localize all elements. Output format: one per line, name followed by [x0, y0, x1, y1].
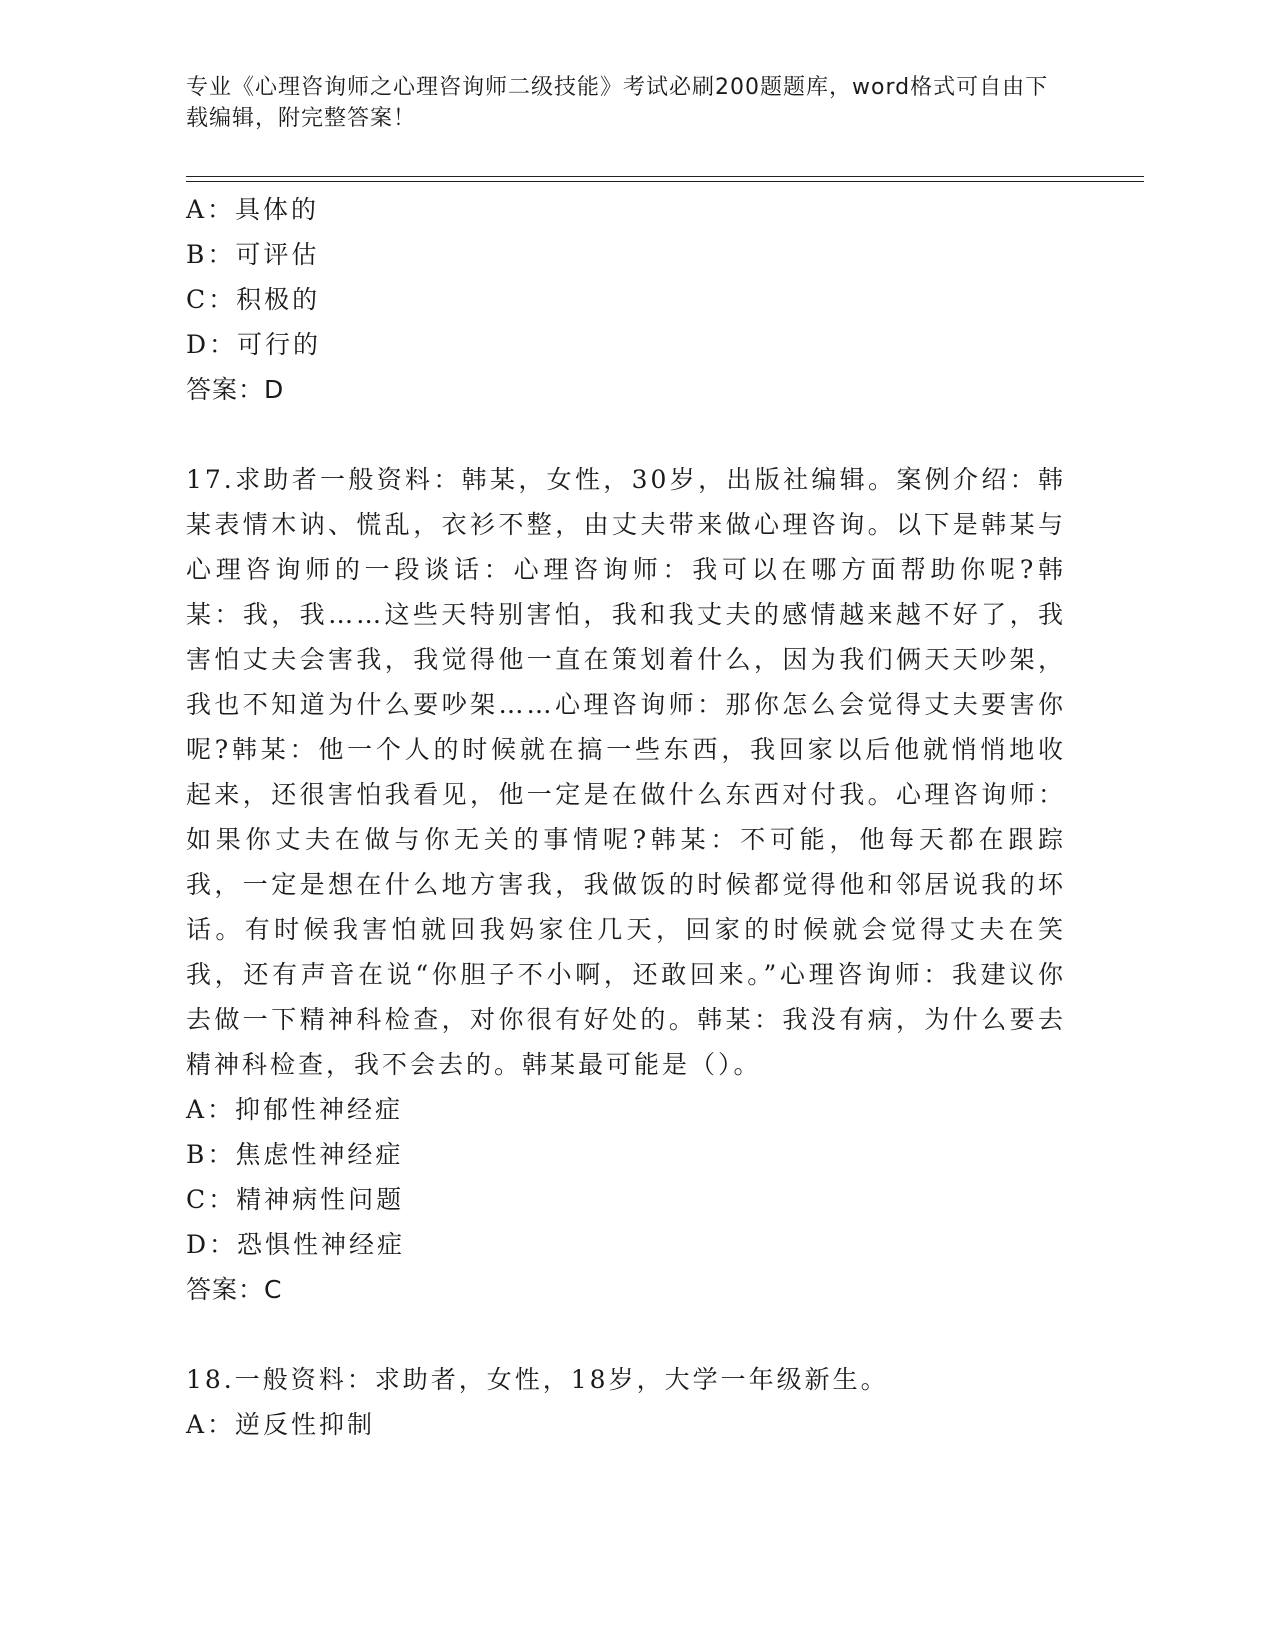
answer-line: 答案：C: [186, 1275, 283, 1304]
document-header: 专业《心理咨询师之心理咨询师二级技能》考试必刷200题题库，word格式可自由下载编辑，附完整答案！: [186, 75, 1049, 131]
option-d: D：可行的: [186, 330, 322, 359]
question-16-block: [186, 187, 1066, 412]
question-18-block: [186, 1357, 1066, 1447]
option-d: D：恐惧性神经症: [186, 1230, 406, 1259]
answer-line: 答案：D: [186, 375, 285, 404]
option-c: C：积极的: [186, 285, 321, 314]
spacer: [186, 1312, 1066, 1357]
option-c: C：精神病性问题: [186, 1185, 405, 1214]
option-a: A：抑郁性神经症: [186, 1095, 404, 1124]
question-17-text: 17.求助者一般资料：韩某，女性，30岁，出版社编辑。案例介绍：韩某表情木讷、慌乱，衣衫不整，由丈夫带来做心理咨询。以下是韩某与心理咨询师的一段谈话：心理咨询师：我可以在哪方面帮助你呢?韩某：我，我……这些天特别害怕，我和我丈夫的感情越来越不好了，我害怕丈夫会害我，我觉得他一直在策划着什么，因为我们俩天天吵架，我也不知道为什么要吵架……心理咨询师：那你怎么会觉得丈夫要害你呢?韩某：他一个人的时候就在搞一些东西，我回家以后他就悄悄地收起来，还很害怕我看见，他一定是在做什么东西对付我。心理咨询师：如果你丈夫在做与你无关的事情呢?韩某：不可能，他每天都在跟踪我，一定是想在什么地方害我，我做饭的时候都觉得他和邻居说我的坏话。有时候我害怕就回我妈家住几天，回家的时候就会觉得丈夫在笑我，还有声音在说“你胆子不小啊，还敢回来。”心理咨询师：我建议你去做一下精神科检查，对你很有好处的。韩某：我没有病，为什么要去精神科检查，我不会去的。韩某最可能是（）。: [186, 465, 1066, 1079]
document-body: [186, 187, 1066, 1447]
question-17-block: [186, 457, 1066, 1312]
header-divider-top: [186, 176, 1144, 177]
option-a: A：具体的: [186, 195, 320, 224]
option-a: A：逆反性抑制: [186, 1410, 376, 1439]
question-18-text: 18.一般资料：求助者，女性，18岁，大学一年级新生。: [186, 1365, 889, 1394]
option-b: B：可评估: [186, 240, 320, 269]
option-b: B：焦虑性神经症: [186, 1140, 404, 1169]
spacer: [186, 412, 1066, 457]
header-divider-bottom: [186, 181, 1144, 182]
